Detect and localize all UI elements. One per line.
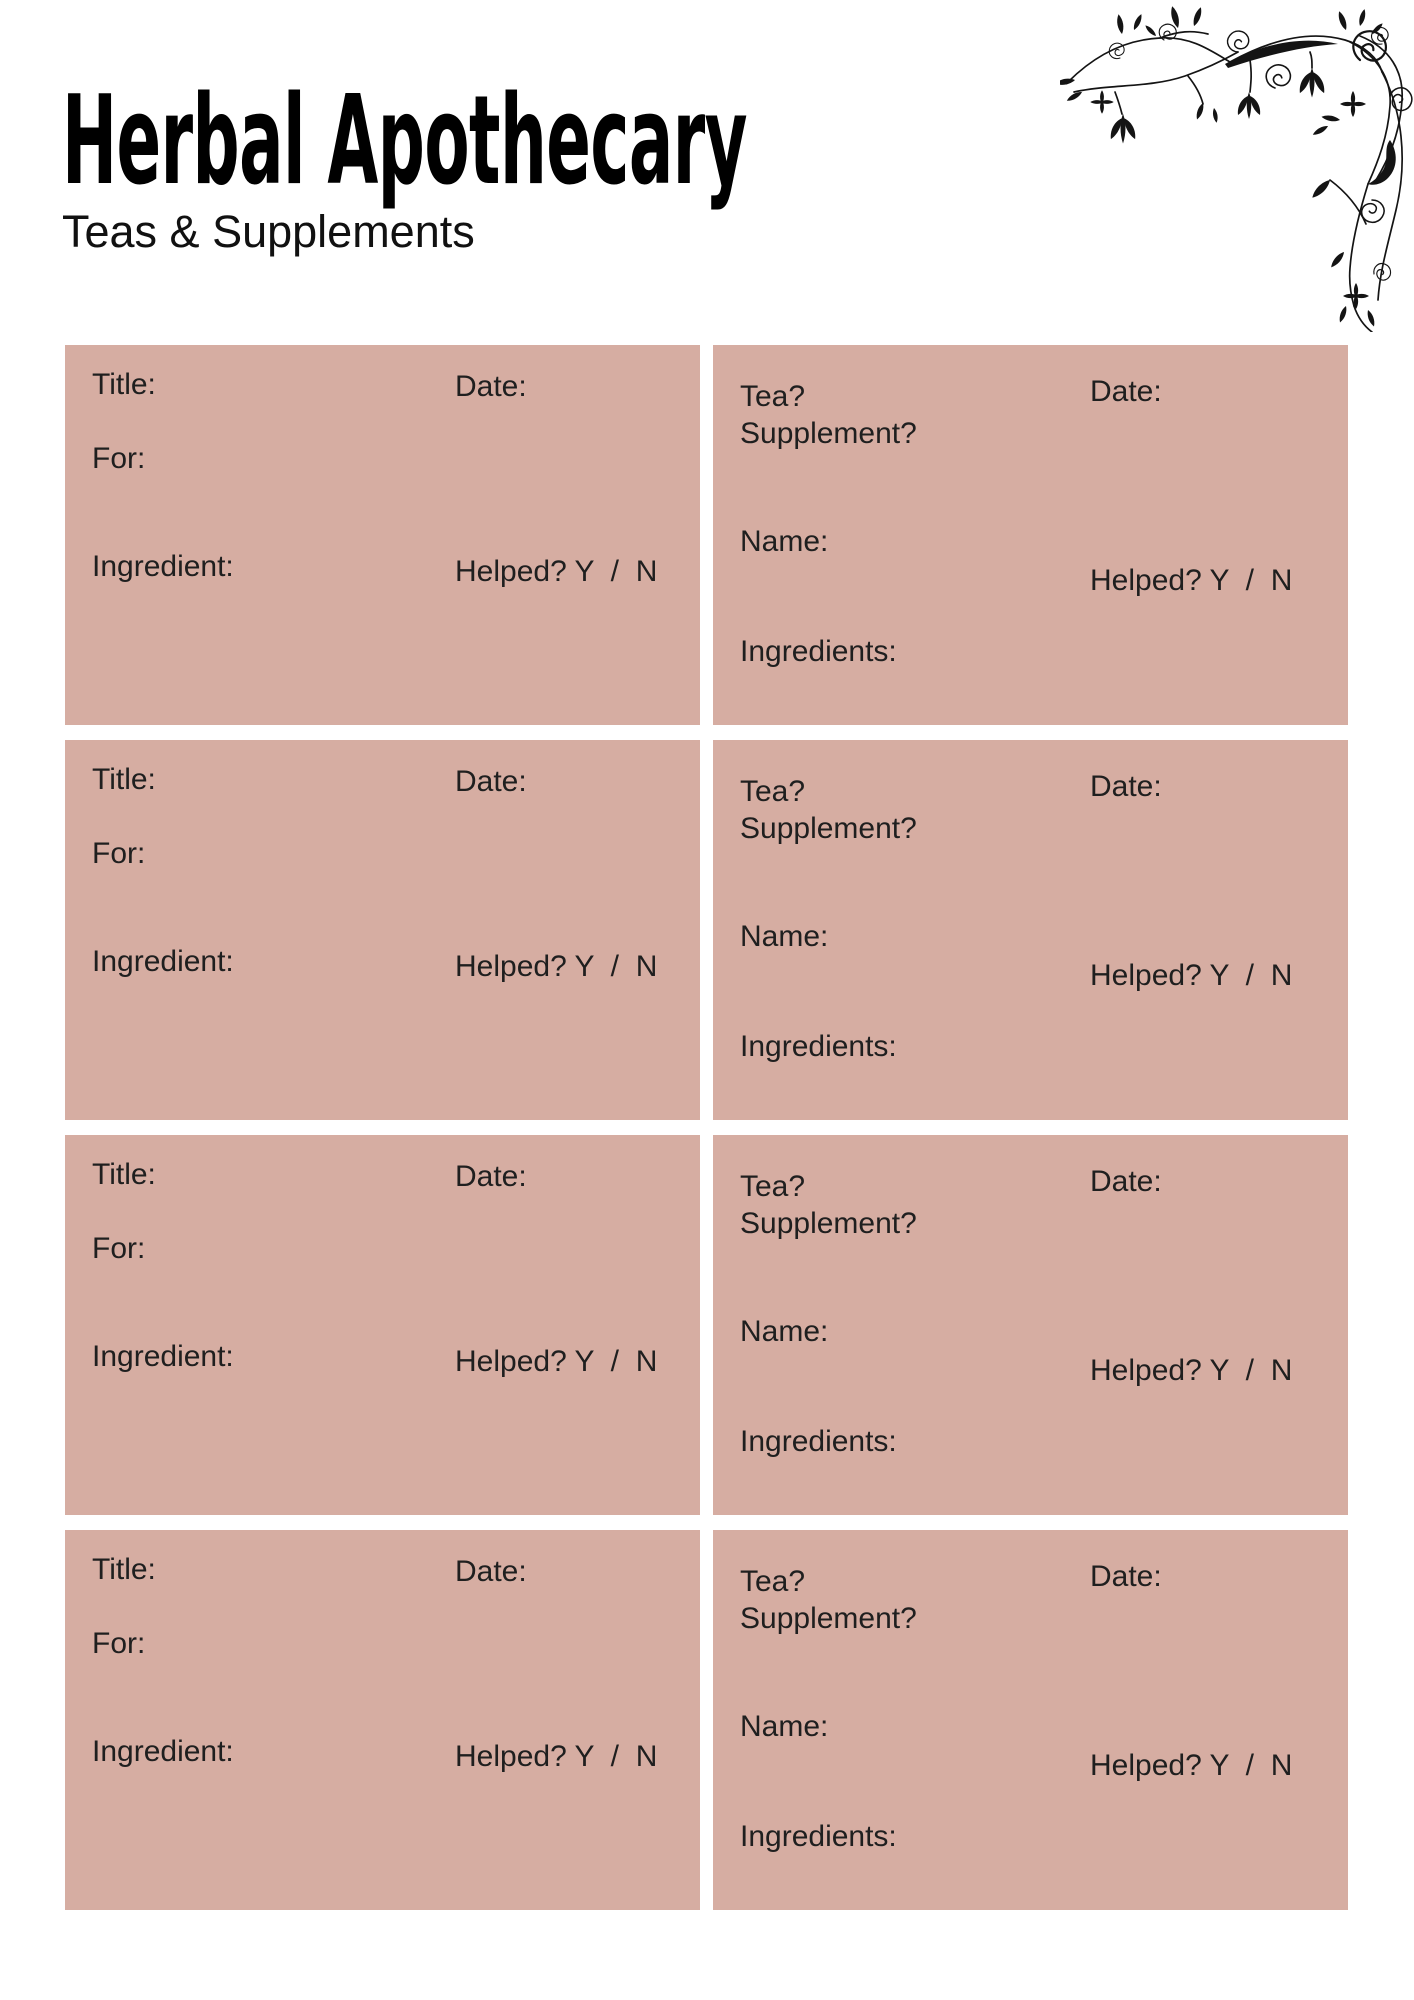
floral-corner-vine-icon bbox=[1060, 0, 1414, 332]
name-label: Name: bbox=[740, 1710, 829, 1743]
helped-label: Helped? Y / N bbox=[455, 555, 658, 588]
tea-question-label: Tea? bbox=[740, 380, 806, 413]
tea-entry-card-left bbox=[65, 1135, 700, 1515]
tea-entry-card-right bbox=[713, 345, 1348, 725]
date-label: Date: bbox=[1090, 1165, 1162, 1198]
entry-card-grid bbox=[65, 345, 1348, 1910]
tea-entry-card-left bbox=[65, 345, 700, 725]
for-label: For: bbox=[92, 837, 146, 870]
helped-label: Helped? Y / N bbox=[1090, 564, 1293, 597]
tea-question-label: Tea? bbox=[740, 775, 806, 808]
name-label: Name: bbox=[740, 1315, 829, 1348]
tea-entry-card-right bbox=[713, 1530, 1348, 1910]
name-label: Name: bbox=[740, 920, 829, 953]
date-label: Date: bbox=[455, 1555, 527, 1588]
ingredient-label: Ingredient: bbox=[92, 1735, 234, 1768]
helped-label: Helped? Y / N bbox=[1090, 959, 1293, 992]
tea-question-label: Tea? bbox=[740, 1565, 806, 1598]
helped-label: Helped? Y / N bbox=[455, 1740, 658, 1773]
helped-label: Helped? Y / N bbox=[1090, 1354, 1293, 1387]
for-label: For: bbox=[92, 1232, 146, 1265]
tea-entry-card-left bbox=[65, 1530, 700, 1910]
title-label: Title: bbox=[92, 763, 156, 796]
date-label: Date: bbox=[1090, 1560, 1162, 1593]
helped-label: Helped? Y / N bbox=[455, 1345, 658, 1378]
page-subtitle: Teas & Supplements bbox=[62, 206, 475, 257]
ingredient-label: Ingredient: bbox=[92, 1340, 234, 1373]
title-label: Title: bbox=[92, 368, 156, 401]
title-label: Title: bbox=[92, 1553, 156, 1586]
ingredient-label: Ingredient: bbox=[92, 550, 234, 583]
for-label: For: bbox=[92, 442, 146, 475]
date-label: Date: bbox=[1090, 375, 1162, 408]
supplement-question-label: Supplement? bbox=[740, 812, 917, 845]
title-label: Title: bbox=[92, 1158, 156, 1191]
ingredients-label: Ingredients: bbox=[740, 635, 897, 668]
supplement-question-label: Supplement? bbox=[740, 1602, 917, 1635]
date-label: Date: bbox=[1090, 770, 1162, 803]
tea-entry-card-right bbox=[713, 1135, 1348, 1515]
name-label: Name: bbox=[740, 525, 829, 558]
ingredients-label: Ingredients: bbox=[740, 1030, 897, 1063]
helped-label: Helped? Y / N bbox=[1090, 1749, 1293, 1782]
supplement-question-label: Supplement? bbox=[740, 1207, 917, 1240]
tea-entry-card-right bbox=[713, 740, 1348, 1120]
date-label: Date: bbox=[455, 370, 527, 403]
helped-label: Helped? Y / N bbox=[455, 950, 658, 983]
ingredients-label: Ingredients: bbox=[740, 1425, 897, 1458]
tea-entry-card-left bbox=[65, 740, 700, 1120]
tea-question-label: Tea? bbox=[740, 1170, 806, 1203]
ingredients-label: Ingredients: bbox=[740, 1820, 897, 1853]
supplement-question-label: Supplement? bbox=[740, 417, 917, 450]
for-label: For: bbox=[92, 1627, 146, 1660]
page-title: Herbal Apothecary bbox=[62, 70, 747, 213]
date-label: Date: bbox=[455, 765, 527, 798]
date-label: Date: bbox=[455, 1160, 527, 1193]
ingredient-label: Ingredient: bbox=[92, 945, 234, 978]
